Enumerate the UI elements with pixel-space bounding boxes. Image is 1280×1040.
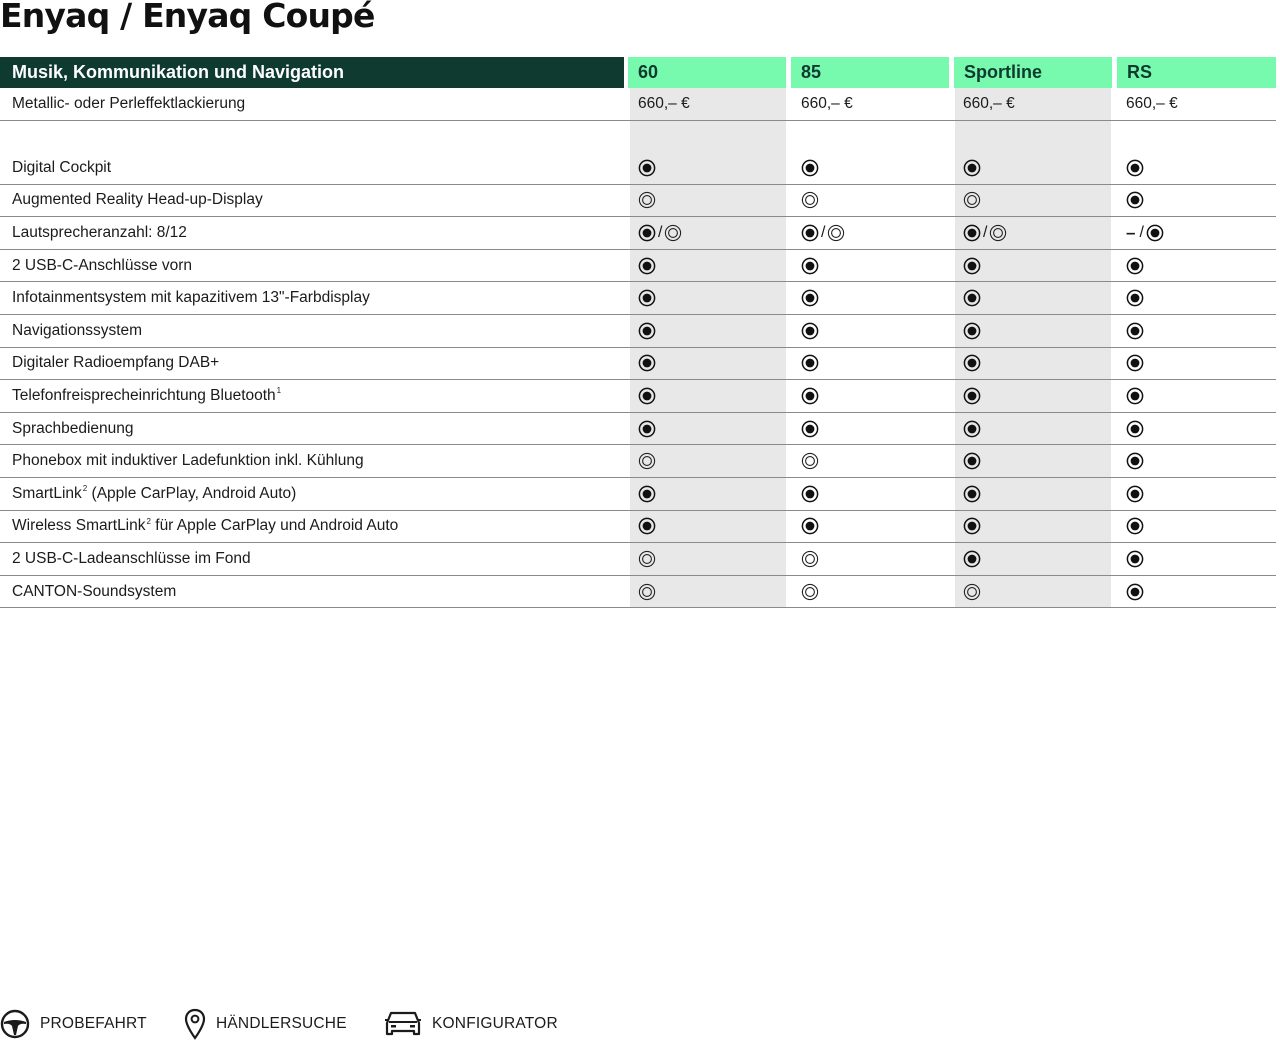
standard-equipment-icon — [638, 420, 656, 438]
feature-cell-60 — [638, 152, 656, 184]
konfigurator-label: KONFIGURATOR — [432, 1015, 558, 1032]
standard-equipment-icon — [1126, 583, 1144, 601]
standard-equipment-icon — [963, 289, 981, 307]
feature-row — [0, 413, 1276, 446]
optional-equipment-icon — [664, 224, 682, 242]
feature-cell-rs — [1126, 576, 1144, 608]
feature-cell-60 — [638, 348, 656, 380]
probefahrt-link[interactable] — [0, 1004, 147, 1040]
standard-equipment-icon — [801, 485, 819, 503]
optional-equipment-icon — [638, 191, 656, 209]
feature-cell-sportline — [963, 250, 981, 282]
standard-equipment-icon — [801, 224, 819, 242]
standard-equipment-icon — [963, 452, 981, 470]
footer-bar — [0, 1004, 700, 1040]
standard-equipment-icon — [963, 322, 981, 340]
price-cell-rs: 660,– € — [1126, 95, 1178, 112]
separator-slash: / — [1139, 223, 1144, 241]
probefahrt-label: PROBEFAHRT — [40, 1015, 147, 1032]
feature-label — [12, 250, 192, 282]
standard-equipment-icon — [963, 550, 981, 568]
variant-header-sportline: Sportline — [954, 57, 1112, 88]
feature-cell-85 — [801, 185, 819, 217]
feature-label-suffix: für Apple CarPlay und Android Auto — [150, 517, 399, 535]
feature-row — [0, 348, 1276, 381]
feature-cell-rs — [1126, 380, 1144, 412]
feature-cell-rs — [1126, 282, 1144, 314]
separator-slash: / — [821, 223, 826, 241]
standard-equipment-icon — [638, 387, 656, 405]
footnote-marker: 2 — [146, 516, 151, 526]
feature-label-text: Lautsprecheranzahl: 8/12 — [12, 223, 187, 241]
feature-cell-sportline — [963, 348, 981, 380]
variant-header-85: 85 — [791, 57, 949, 88]
feature-row — [0, 380, 1276, 413]
optional-equipment-icon — [801, 583, 819, 601]
feature-cell-sportline — [963, 380, 981, 412]
standard-equipment-icon — [1126, 191, 1144, 209]
optional-equipment-icon — [638, 452, 656, 470]
feature-cell-60 — [638, 282, 656, 314]
standard-equipment-icon — [1126, 159, 1144, 177]
feature-cell-60 — [638, 380, 656, 412]
feature-label — [12, 445, 364, 477]
variant-header-rs: RS — [1117, 57, 1276, 88]
feature-label-text: CANTON-Soundsystem — [12, 582, 177, 600]
feature-label-text: 2 USB-C-Anschlüsse vorn — [12, 256, 193, 274]
price-row — [0, 88, 1276, 121]
feature-label-text: Navigationssystem — [12, 321, 143, 339]
feature-label-text: SmartLink — [12, 484, 82, 502]
standard-equipment-icon — [638, 257, 656, 275]
standard-equipment-icon — [963, 517, 981, 535]
feature-row — [0, 445, 1276, 478]
feature-label-text: Digitaler Radioempfang DAB+ — [12, 354, 220, 372]
feature-row — [0, 282, 1276, 315]
konfigurator-link[interactable] — [384, 1004, 558, 1040]
standard-equipment-icon — [1126, 485, 1144, 503]
standard-equipment-icon — [1126, 289, 1144, 307]
feature-cell-60 — [638, 543, 656, 575]
standard-equipment-icon — [638, 224, 656, 242]
car-icon — [384, 1009, 422, 1039]
standard-equipment-icon — [963, 485, 981, 503]
feature-label-text: Infotainmentsystem mit kapazitivem 13"-Farbdisplay — [12, 289, 370, 307]
standard-equipment-icon — [963, 420, 981, 438]
feature-label — [12, 348, 219, 380]
feature-cell-rs — [1126, 413, 1144, 445]
price-cell-60: 660,– € — [638, 95, 690, 112]
feature-label-text: Digital Cockpit — [12, 158, 112, 176]
feature-label — [12, 217, 187, 249]
standard-equipment-icon — [1126, 387, 1144, 405]
optional-equipment-icon — [801, 191, 819, 209]
standard-equipment-icon — [638, 485, 656, 503]
standard-equipment-icon — [1146, 224, 1164, 242]
feature-cell-85 — [801, 511, 819, 543]
feature-cell-85 — [801, 152, 819, 184]
standard-equipment-icon — [801, 517, 819, 535]
feature-cell-85 — [801, 348, 819, 380]
footnote-marker: 2 — [82, 484, 88, 494]
feature-cell-sportline — [963, 315, 981, 347]
feature-label — [12, 478, 296, 510]
standard-equipment-icon — [1126, 257, 1144, 275]
haendlersuche-label: HÄNDLERSUCHE — [216, 1015, 347, 1032]
standard-equipment-icon — [1126, 354, 1144, 372]
standard-equipment-icon — [1126, 517, 1144, 535]
optional-equipment-icon — [638, 583, 656, 601]
feature-cell-rs — [1126, 185, 1144, 217]
feature-cell-sportline — [963, 478, 981, 510]
feature-cell-sportline — [963, 185, 981, 217]
feature-label-text: Augmented Reality Head-up-Display — [12, 191, 263, 209]
standard-equipment-icon — [1126, 420, 1144, 438]
feature-cell-85 — [801, 543, 819, 575]
standard-equipment-icon — [638, 289, 656, 307]
feature-cell-85 — [801, 576, 819, 608]
optional-equipment-icon — [638, 550, 656, 568]
feature-cell-rs — [1126, 511, 1144, 543]
standard-equipment-icon — [638, 354, 656, 372]
feature-cell-rs — [1126, 348, 1144, 380]
feature-cell-85 — [801, 315, 819, 347]
feature-cell-sportline — [963, 152, 981, 184]
standard-equipment-icon — [1126, 550, 1144, 568]
price-cell-sportline: 660,– € — [963, 95, 1015, 112]
feature-cell-85 — [801, 250, 819, 282]
feature-cell-60 — [638, 315, 656, 347]
standard-equipment-icon — [801, 354, 819, 372]
price-row-label: Metallic- oder Perleffektlackierung — [12, 95, 246, 112]
feature-cell-rs — [1126, 152, 1144, 184]
feature-cell-60 — [638, 445, 656, 477]
standard-equipment-icon — [801, 322, 819, 340]
feature-cell-sportline — [963, 282, 981, 314]
feature-row — [0, 511, 1276, 544]
feature-cell-60 — [638, 185, 656, 217]
feature-cell-sportline — [963, 445, 981, 477]
standard-equipment-icon — [638, 322, 656, 340]
standard-equipment-icon — [801, 420, 819, 438]
feature-cell-85 — [801, 282, 819, 314]
feature-cell-sportline — [963, 576, 981, 608]
feature-cell-85 — [801, 478, 819, 510]
optional-equipment-icon — [989, 224, 1007, 242]
steering-wheel-icon — [0, 1009, 30, 1039]
standard-equipment-icon — [963, 159, 981, 177]
feature-label — [12, 315, 142, 347]
feature-label-text: 2 USB-C-Ladeanschlüsse im Fond — [12, 549, 251, 567]
standard-equipment-icon — [801, 159, 819, 177]
feature-cell-60 — [638, 576, 656, 608]
footnote-marker: 1 — [276, 386, 282, 396]
feature-cell-sportline — [963, 543, 981, 575]
section-header: Musik, Kommunikation und Navigation — [0, 57, 624, 88]
price-cell-85: 660,– € — [801, 95, 853, 112]
feature-label-text: Telefonfreisprecheinrichtung Bluetooth — [12, 386, 276, 404]
feature-label — [12, 380, 281, 412]
standard-equipment-icon — [963, 354, 981, 372]
feature-label — [12, 543, 251, 575]
feature-cell-rs — [1126, 543, 1144, 575]
optional-equipment-icon — [963, 583, 981, 601]
feature-cell-60 — [638, 250, 656, 282]
feature-cell-sportline — [963, 413, 981, 445]
feature-row — [0, 217, 1276, 250]
standard-equipment-icon — [801, 289, 819, 307]
separator-slash: / — [983, 223, 988, 241]
feature-cell-60 — [638, 511, 656, 543]
feature-cell-rs — [1126, 445, 1144, 477]
feature-label-suffix: (Apple CarPlay, Android Auto) — [87, 484, 297, 502]
standard-equipment-icon — [801, 387, 819, 405]
feature-label — [12, 152, 111, 184]
feature-label-text: Sprachbedienung — [12, 419, 134, 437]
feature-label — [12, 511, 398, 543]
feature-cell-60 — [638, 413, 656, 445]
standard-equipment-icon — [963, 224, 981, 242]
feature-label — [12, 185, 263, 217]
feature-cell-85 — [801, 380, 819, 412]
standard-equipment-icon — [638, 159, 656, 177]
feature-row — [0, 576, 1276, 609]
not-available-dash: – — [1126, 222, 1136, 242]
feature-label-text: Phonebox mit induktiver Ladefunktion inkl. Kühlung — [12, 452, 364, 470]
feature-label — [12, 413, 134, 445]
feature-cell-rs — [1126, 478, 1144, 510]
feature-cell-rs — [1126, 315, 1144, 347]
optional-equipment-icon — [827, 224, 845, 242]
feature-cell-60 — [638, 217, 682, 249]
feature-cell-85 — [801, 445, 819, 477]
feature-row — [0, 250, 1276, 283]
standard-equipment-icon — [963, 387, 981, 405]
standard-equipment-icon — [638, 517, 656, 535]
haendlersuche-link[interactable] — [184, 1004, 347, 1040]
location-pin-icon — [184, 1008, 206, 1040]
feature-cell-rs — [1126, 250, 1144, 282]
feature-row — [0, 185, 1276, 218]
variant-header-60: 60 — [628, 57, 786, 88]
optional-equipment-icon — [963, 191, 981, 209]
feature-row — [0, 315, 1276, 348]
feature-cell-sportline — [963, 511, 981, 543]
feature-cell-sportline — [963, 217, 1007, 249]
feature-label — [12, 282, 370, 314]
feature-cell-rs — [1126, 217, 1164, 249]
optional-equipment-icon — [801, 550, 819, 568]
standard-equipment-icon — [1126, 452, 1144, 470]
feature-row — [0, 543, 1276, 576]
feature-label — [12, 576, 176, 608]
standard-equipment-icon — [1126, 322, 1144, 340]
feature-cell-60 — [638, 478, 656, 510]
standard-equipment-icon — [963, 257, 981, 275]
standard-equipment-icon — [801, 257, 819, 275]
feature-label-text: Wireless SmartLink — [12, 517, 146, 535]
optional-equipment-icon — [801, 452, 819, 470]
feature-cell-85 — [801, 413, 819, 445]
page-title: Enyaq / Enyaq Coupé — [0, 0, 375, 35]
separator-slash: / — [658, 223, 663, 241]
feature-cell-85 — [801, 217, 845, 249]
feature-row — [0, 152, 1276, 185]
feature-row — [0, 478, 1276, 511]
